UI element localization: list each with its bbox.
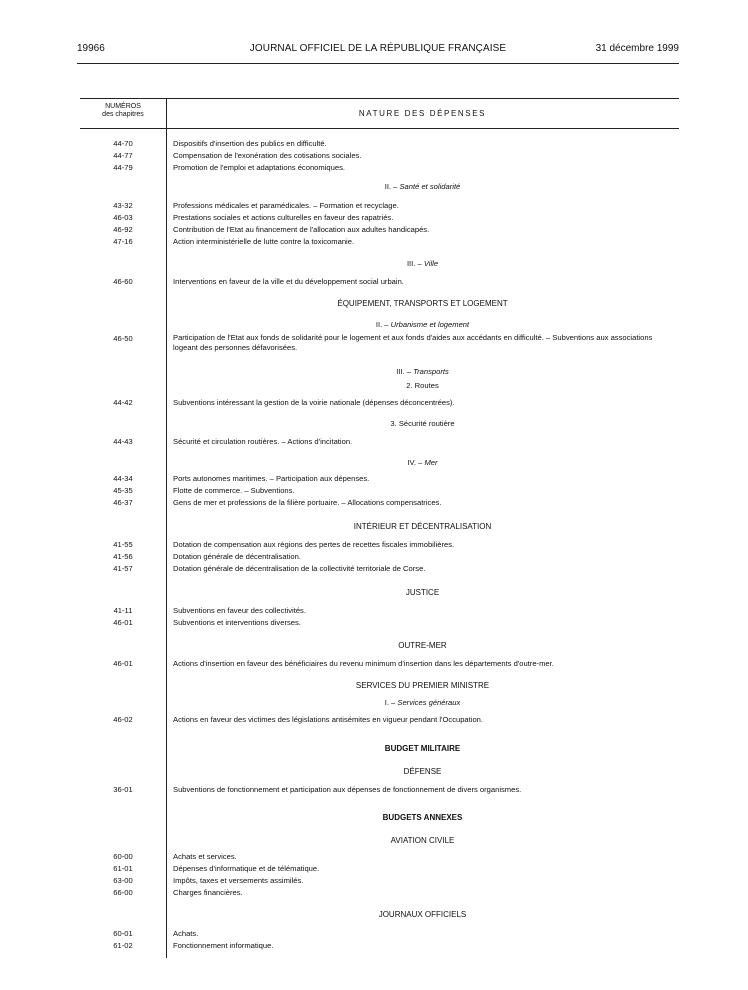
section-heading: BUDGET MILITAIRE bbox=[384, 744, 461, 753]
expense-description: Dépenses d'informatique et de télématique. bbox=[173, 864, 320, 873]
subsection-title: Urbanisme et logement bbox=[390, 320, 470, 329]
expense-description: Ports autonomes maritimes. – Participation aux dépenses. bbox=[173, 474, 370, 483]
expense-description: Subventions intéressant la gestion de la voirie nationale (dépenses déconcentrées). bbox=[173, 398, 455, 407]
expense-description: Impôts, taxes et versements assimilés. bbox=[173, 876, 304, 885]
section-heading: AVIATION CIVILE bbox=[390, 836, 455, 845]
subsection-heading: 2. Routes bbox=[406, 381, 439, 390]
chapter-number: 41-11 bbox=[113, 606, 133, 615]
subsection-number: III. – bbox=[396, 367, 414, 376]
expense-description: Subventions de fonctionnement et participation aux dépenses de fonctionnement de divers organismes. bbox=[173, 785, 522, 794]
chapter-number: 44-42 bbox=[113, 398, 133, 407]
table-header-rule bbox=[80, 128, 679, 129]
chapter-number: 44-70 bbox=[113, 139, 133, 148]
chapter-number: 46-02 bbox=[113, 715, 133, 724]
chapter-number: 60-01 bbox=[113, 929, 133, 938]
chapter-number: 46-50 bbox=[113, 334, 133, 343]
section-heading: INTÉRIEUR ET DÉCENTRALISATION bbox=[353, 522, 492, 531]
chapter-number: 44-77 bbox=[113, 151, 133, 160]
section-heading: JUSTICE bbox=[405, 588, 440, 597]
section-heading: OUTRE-MER bbox=[398, 641, 447, 650]
chapter-number: 61-01 bbox=[113, 864, 133, 873]
expense-description: Actions d'insertion en faveur des bénéficiaires du revenu minimum d'insertion dans les départements d'outre-mer. bbox=[173, 659, 554, 668]
subsection-title: Ville bbox=[423, 259, 439, 268]
chapter-number: 46-01 bbox=[113, 659, 133, 668]
subsection-heading bbox=[166, 319, 679, 330]
column-header-chapters-line1: NUMÉROS bbox=[105, 103, 141, 110]
expense-description: Participation de l'Etat aux fonds de solidarité pour le logement et aux fonds d'aides aux accédants en difficulté. – Subventions aux associations logeant des personnes défavorisées. bbox=[173, 333, 653, 352]
subsection-heading bbox=[166, 697, 679, 708]
subsection-number: I. – bbox=[384, 698, 398, 707]
expense-description: Subventions et interventions diverses. bbox=[173, 618, 301, 627]
chapter-number: 46-92 bbox=[113, 225, 133, 234]
subsection-heading bbox=[166, 258, 679, 269]
chapter-number: 60-00 bbox=[113, 852, 133, 861]
expense-description: Fonctionnement informatique. bbox=[173, 941, 274, 950]
subsection-number: II. – bbox=[384, 182, 400, 191]
header-rule bbox=[77, 63, 679, 64]
chapter-number: 47-16 bbox=[113, 237, 133, 246]
chapter-number: 36-01 bbox=[113, 785, 133, 794]
chapter-number: 46-60 bbox=[113, 277, 133, 286]
subsection-heading bbox=[166, 457, 679, 468]
section-heading: DÉFENSE bbox=[403, 767, 442, 776]
expense-description: Interventions en faveur de la ville et du développement social urbain. bbox=[173, 277, 404, 286]
journal-title: JOURNAL OFFICIEL DE LA RÉPUBLIQUE FRANÇAISE bbox=[249, 43, 507, 54]
page-header bbox=[77, 43, 679, 57]
subsection-number: III. – bbox=[406, 259, 424, 268]
expense-description: Action interministérielle de lutte contre la toxicomanie. bbox=[173, 237, 355, 246]
expense-description: Sécurité et circulation routières. – Actions d'incitation. bbox=[173, 437, 353, 446]
chapter-number: 41-56 bbox=[113, 552, 133, 561]
expense-description: Professions médicales et paramédicales. – Formation et recyclage. bbox=[173, 201, 399, 210]
chapter-number: 41-57 bbox=[113, 564, 133, 573]
subsection-title: Mer bbox=[424, 458, 438, 467]
subsection-title: Santé et solidarité bbox=[399, 182, 461, 191]
expense-description: Subventions en faveur des collectivités. bbox=[173, 606, 306, 615]
chapter-number: 44-43 bbox=[113, 437, 133, 446]
column-header-chapters-line2: des chapitres bbox=[102, 111, 144, 118]
expense-description: Promotion de l'emploi et adaptations économiques. bbox=[173, 163, 345, 172]
chapter-number: 66-00 bbox=[113, 888, 133, 897]
subsection-title: Services généraux bbox=[397, 698, 461, 707]
subsection-number: II. – bbox=[375, 320, 391, 329]
expense-description: Gens de mer et professions de la filière portuaire. – Allocations compensatrices. bbox=[173, 498, 442, 507]
chapter-number: 44-79 bbox=[113, 163, 133, 172]
chapter-number: 46-01 bbox=[113, 618, 133, 627]
expense-description: Contribution de l'Etat au financement de l'allocation aux adultes handicapés. bbox=[173, 225, 430, 234]
chapter-number: 45-35 bbox=[113, 486, 133, 495]
subsection-heading bbox=[166, 181, 679, 192]
chapter-number: 61-02 bbox=[113, 941, 133, 950]
expense-description: Achats. bbox=[173, 929, 199, 938]
subsection-heading: 3. Sécurité routière bbox=[390, 419, 455, 428]
expense-description: Prestations sociales et actions culturelles en faveur des rapatriés. bbox=[173, 213, 394, 222]
section-heading: JOURNAUX OFFICIELS bbox=[378, 910, 467, 919]
column-header-nature: NATURE DES DÉPENSES bbox=[358, 109, 487, 118]
subsection-number: IV. – bbox=[407, 458, 425, 467]
section-heading: ÉQUIPEMENT, TRANSPORTS ET LOGEMENT bbox=[337, 299, 508, 308]
expense-description: Compensation de l'exonération des cotisations sociales. bbox=[173, 151, 362, 160]
expense-description: Actions en faveur des victimes des législations antisémites en vigueur pendant l'Occupation. bbox=[173, 715, 484, 724]
chapter-number: 44-34 bbox=[113, 474, 133, 483]
subsection-heading bbox=[166, 366, 679, 377]
section-heading: BUDGETS ANNEXES bbox=[382, 813, 463, 822]
expense-description: Dotation de compensation aux régions des pertes de recettes fiscales immobilières. bbox=[173, 540, 455, 549]
publication-date: 31 décembre 1999 bbox=[595, 43, 679, 54]
expense-description: Dispositifs d'insertion des publics en difficulté. bbox=[173, 139, 327, 148]
expense-description: Dotation générale de décentralisation de la collectivité territoriale de Corse. bbox=[173, 564, 426, 573]
expense-description: Achats et services. bbox=[173, 852, 237, 861]
page-number: 19966 bbox=[77, 43, 105, 54]
expense-description: Dotation générale de décentralisation. bbox=[173, 552, 301, 561]
chapter-number: 63-00 bbox=[113, 876, 133, 885]
chapter-number: 43-32 bbox=[113, 201, 133, 210]
expense-description: Flotte de commerce. – Subventions. bbox=[173, 486, 295, 495]
chapter-number: 46-03 bbox=[113, 213, 133, 222]
section-heading: SERVICES DU PREMIER MINISTRE bbox=[355, 681, 490, 690]
chapter-number: 41-55 bbox=[113, 540, 133, 549]
column-header-chapters bbox=[80, 103, 166, 119]
chapter-number: 46-37 bbox=[113, 498, 133, 507]
expense-description: Charges financières. bbox=[173, 888, 243, 897]
subsection-title: Transports bbox=[413, 367, 449, 376]
